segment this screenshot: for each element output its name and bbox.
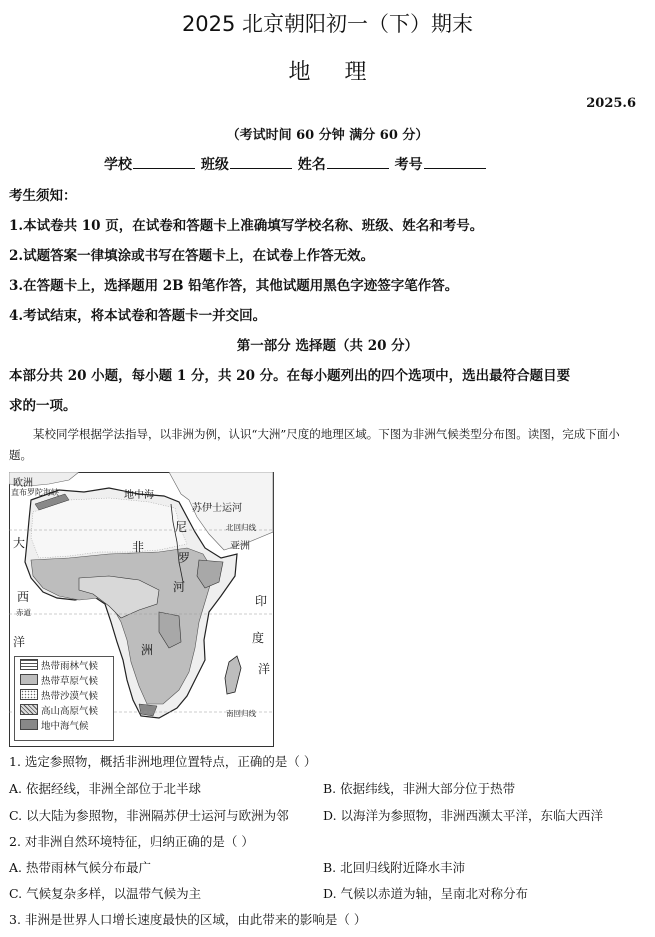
legend-label: 地中海气候 (41, 720, 89, 732)
label-indian-2: 度 (252, 631, 265, 645)
label-africa-2: 洲 (141, 643, 154, 657)
label-gibraltar: 直布罗陀海峡 (11, 488, 59, 497)
part-instruction-cont: 求的一项。 (9, 398, 77, 414)
legend-item (15, 672, 113, 687)
legend-item (15, 687, 113, 702)
label-atlantic-2: 西 (17, 590, 30, 604)
part-title: 第一部分 选择题（共 20 分） (236, 338, 419, 354)
question-stem: 2. 对非洲自然环境特征，归纳正确的是（ ） (9, 834, 254, 849)
label-tropic-cancer: 北回归线 (226, 523, 256, 532)
field-school-blank (133, 156, 195, 169)
field-name-label: 姓名 (297, 157, 326, 173)
legend-item (15, 717, 113, 732)
student-info-fields (104, 154, 487, 174)
option-a: A. 热带雨林气候分布最广 (9, 860, 151, 875)
option-d: D. 以海洋为参照物，非洲西濒太平洋，东临大西洋 (323, 808, 604, 823)
exam-date: 2025.6 (586, 96, 636, 111)
subject-title: 地理 (288, 60, 401, 85)
legend-swatch-dark (20, 719, 38, 730)
field-name-blank (327, 156, 389, 169)
label-indian-3: 洋 (258, 662, 271, 676)
option-c: C. 以大陆为参照物，非洲隔苏伊士运河与欧洲为邻 (9, 808, 289, 823)
option-d: D. 气候以赤道为轴，呈南北对称分布 (323, 886, 529, 901)
notice-item: 1.本试卷共 10 页，在试卷和答题卡上准确填写学校名称、班级、姓名和考号。 (9, 218, 484, 234)
legend-label: 高山高原气候 (41, 705, 99, 717)
legend-swatch-grid (20, 659, 38, 670)
legend-item (15, 702, 113, 717)
notice-item: 2.试题答案一律填涂或书写在答题卡上，在试卷上作答无效。 (9, 248, 375, 264)
label-tropic-capricorn: 南回归线 (226, 709, 256, 718)
notice-heading: 考生须知： (9, 188, 77, 204)
option-b: B. 北回归线附近降水丰沛 (323, 860, 466, 875)
notice-item: 3.在答题卡上，选择题用 2B 铅笔作答，其他试题用黑色字迹签字笔作答。 (9, 278, 459, 294)
label-atlantic-1: 大 (13, 536, 26, 550)
label-nile-3: 河 (173, 580, 186, 594)
option-b: B. 依据纬线，非洲大部分位于热带 (323, 781, 516, 796)
label-nile-2: 罗 (178, 551, 191, 565)
legend-swatch-gray (20, 674, 38, 685)
field-school-label: 学校 (104, 157, 132, 173)
legend-label: 热带草原气候 (41, 675, 99, 687)
label-indian-1: 印 (255, 594, 268, 608)
field-class-label: 班级 (200, 157, 229, 173)
label-atlantic-3: 洋 (13, 635, 26, 649)
option-a: A. 依据经线，非洲全部位于北半球 (9, 781, 201, 796)
question-stem: 3. 非洲是世界人口增长速度最快的区域，由此带来的影响是（ ） (9, 912, 367, 927)
legend-item (15, 657, 113, 672)
legend-label: 热带雨林气候 (41, 660, 99, 672)
question-stem: 1. 选定参照物，概括非洲地理位置特点，正确的是（ ） (9, 754, 317, 769)
field-class-blank (230, 156, 292, 169)
question-intro: 某校同学根据学法指导，以非洲为例，认识“大洲”尺度的地理区域。下图为非洲气候类型分布图。读图，完成下面小题。 (9, 427, 620, 462)
legend-label: 热带沙漠气候 (41, 690, 99, 702)
legend-swatch-hatch (20, 704, 38, 715)
option-c: C. 气候复杂多样，以温带气候为主 (9, 886, 202, 901)
label-europe: 欧洲 (13, 478, 33, 489)
legend-swatch-dots (20, 689, 38, 700)
notice-item: 4.考试结束，将本试卷和答题卡一并交回。 (9, 308, 267, 324)
field-id-blank (424, 156, 486, 169)
label-nile-1: 尼 (175, 520, 188, 534)
label-equator: 赤道 (16, 608, 31, 617)
time-info: （考试时间 60 分钟 满分 60 分） (226, 128, 429, 143)
desert-zone (31, 498, 187, 558)
label-africa-1: 非 (132, 540, 145, 554)
map-legend (14, 656, 114, 741)
exam-title: 2025 北京朝阳初一（下）期末 (181, 12, 474, 36)
part-instruction: 本部分共 20 小题，每小题 1 分，共 20 分。在每小题列出的四个选项中，选出最符合题目要 (9, 368, 571, 384)
field-id-label: 考号 (394, 157, 423, 173)
label-asia: 亚洲 (230, 541, 250, 552)
label-suez: 苏伊士运河 (192, 503, 242, 514)
label-mediterranean: 地中海 (124, 490, 154, 501)
